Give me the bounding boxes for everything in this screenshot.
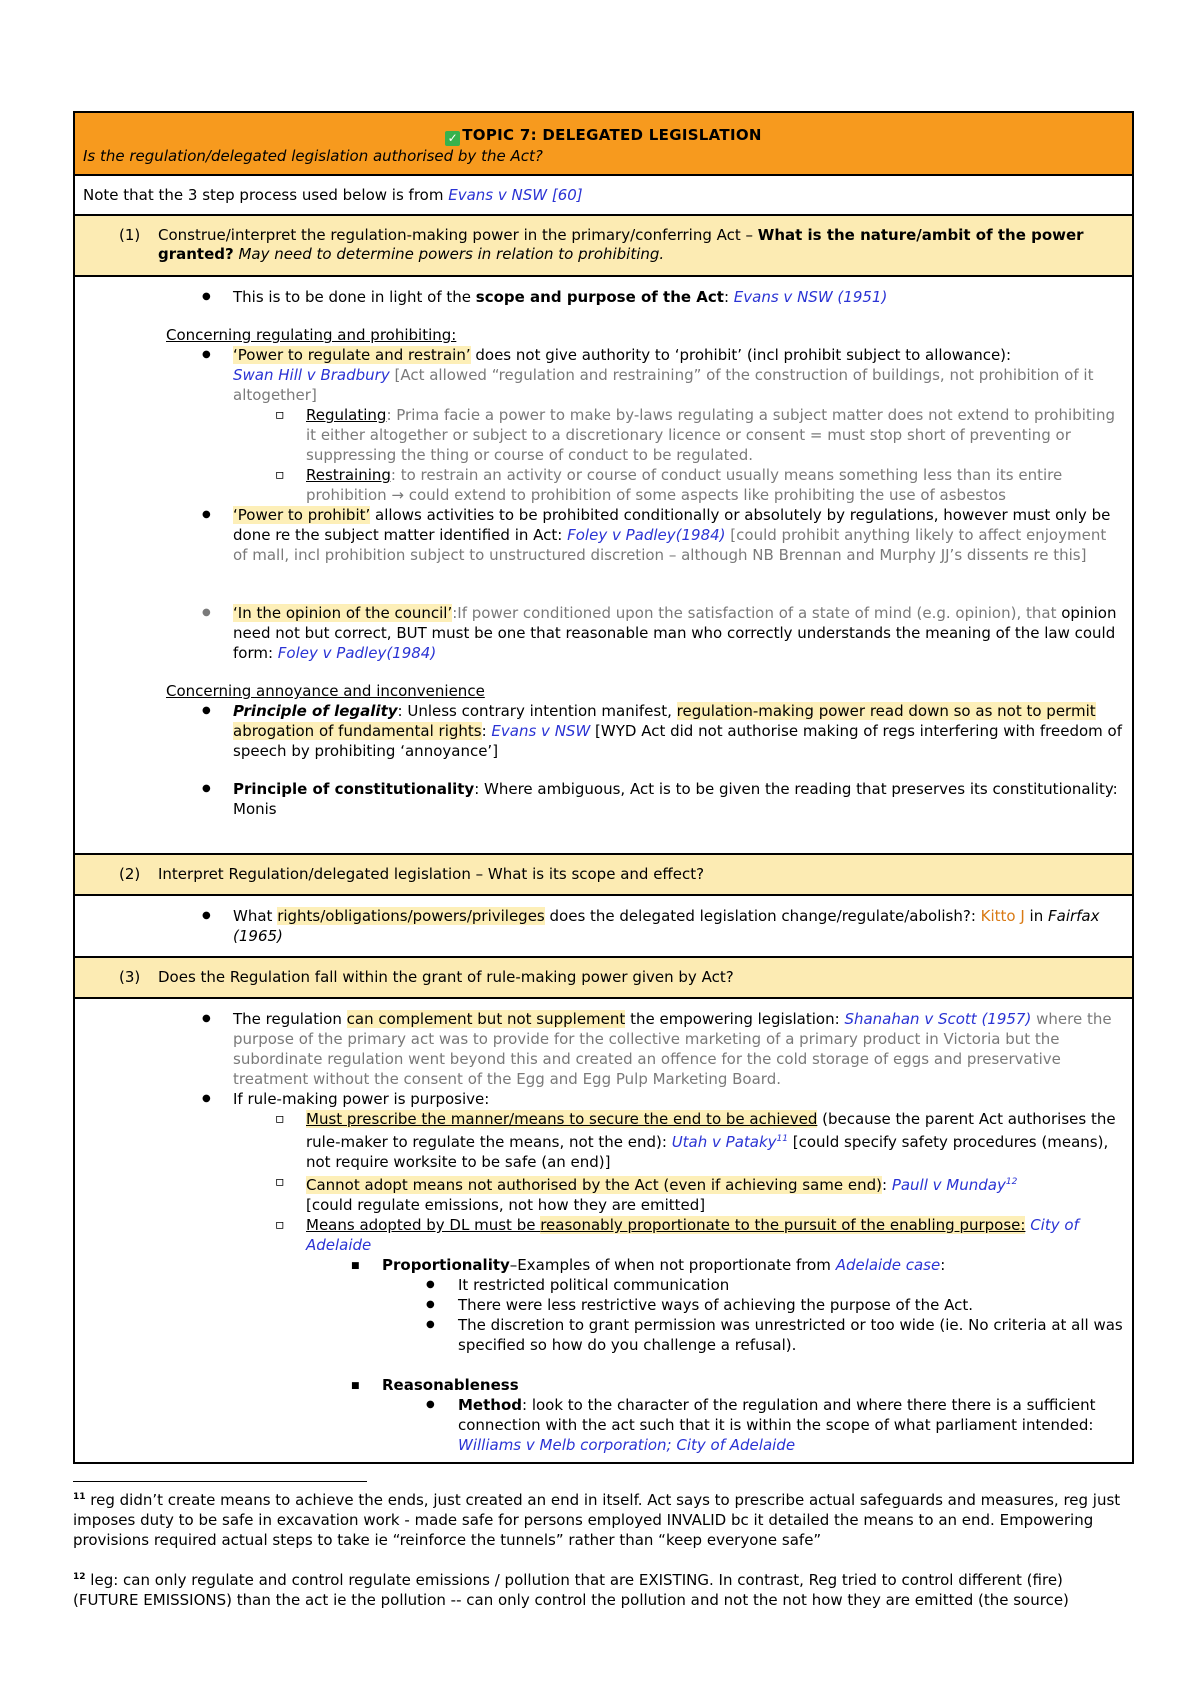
footnote-11: $^{11}$ reg didn’t create means to achieve the ends, just created an end in itself. Act says to prescribe actual safeguards and measures, reg just imposes duty to be safe in excavation work - made safe for persons employed INVALID bc it detailed the means to an end. Empowering provisions required actual steps to take ie “reinforce the tunnels” rather than “keep everyone safe”: [73, 1491, 1121, 1549]
section-heading-regulating: Concerning regulating and prohibiting:: [166, 326, 457, 344]
list-item: ● ‘Power to prohibit’ allows activities to be prohibited conditionally or absolutely by regulations, however must only be done re the subject matter identified in Act: Foley v Padley(1984) [could prohibit anything likely to affect enjoyment of mall, incl prohibition subject to unstructured discretion – although NB Brennan and Murphy JJ’s dissents re this]: [83, 505, 1124, 565]
section-heading-annoyance: Concerning annoyance and inconvenience: [166, 682, 485, 700]
list-item: ● If rule-making power is purposive:: [83, 1089, 1124, 1109]
step-3-heading: (3) Does the Regulation fall within the grant of rule-making power given by Act?: [75, 958, 1132, 999]
list-item: ● ‘Power to regulate and restrain’ does not give authority to ‘prohibit’ (incl prohibit subject to allowance): Swan Hill v Bradbury [Act allowed “regulation and restraining” of the construction of buildings, not prohibition of it altogether]: [83, 345, 1124, 405]
list-item: ▫ Regulating: Prima facie a power to make by-laws regulating a subject matter does not extend to prohibiting it either altogether or subject to a discretionary licence or consent = must stop short of preventing or suppressing the thing or course of conduct to be regulated.: [83, 405, 1124, 465]
footnote-12: $^{12}$ leg: can only regulate and control regulate emissions / pollution that are EXISTING. In contrast, Reg tried to control different (fire) (FUTURE EMISSIONS) than the act ie the pollution -- can only control the pollution and not the not how they are emitted (the source): [73, 1571, 1069, 1609]
topic-subtitle: Is the regulation/delegated legislation authorised by the Act?: [83, 147, 543, 165]
list-item: ● This is to be done in light of the scope and purpose of the Act: Evans v NSW (1951): [83, 287, 1124, 307]
step-3-body: [75, 999, 1132, 1462]
list-item: ● What rights/obligations/powers/privileges does the delegated legislation change/regulate/abolish?: Kitto J in Fairfax (1965): [83, 906, 1124, 946]
footnote-separator: [73, 1481, 367, 1482]
step-number: (1): [119, 226, 141, 244]
topic-table: [73, 111, 1134, 1464]
step-number: (3): [119, 968, 141, 986]
list-item: ▫ Restraining: to restrain an activity or course of conduct usually means something less than its entire prohibition → could extend to prohibition of some aspects like prohibiting the use of asbestos: [83, 465, 1124, 505]
list-item: ● It restricted political communication: [83, 1275, 1124, 1295]
step-1-body: [75, 277, 1132, 855]
list-item: ● Method: look to the character of the regulation and where there there is a sufficient connection with the act such that it is within the scope of what parliament intended: Williams v Melb corporation; City of Adelaide: [83, 1395, 1124, 1455]
list-item: ▫ Must prescribe the manner/means to secure the end to be achieved (because the parent Act authorises the rule-maker to regulate the means, not the end): Utah v Pataky$^{11}$ [could specify safety procedures (means), not require worksite to be safe (an end)]: [83, 1109, 1124, 1172]
list-item: ▫ Means adopted by DL must be reasonably proportionate to the pursuit of the enabling purpose: City of Adelaide: [83, 1215, 1124, 1255]
step-number: (2): [119, 865, 141, 883]
list-item: ● ‘In the opinion of the council’:If power conditioned upon the satisfaction of a state of mind (e.g. opinion), that opinion need not but correct, BUT must be one that reasonable man who correctly understands the meaning of the law could form: Foley v Padley(1984): [83, 603, 1124, 663]
list-item: ● Principle of constitutionality: Where ambiguous, Act is to be given the reading that preserves its constitutionality: Monis: [83, 779, 1124, 819]
list-item: ● The discretion to grant permission was unrestricted or too wide (ie. No criteria at all was specified so how do you challenge a refusal).: [83, 1315, 1124, 1355]
list-item: ● There were less restrictive ways of achieving the purpose of the Act.: [83, 1295, 1124, 1315]
topic-title: ✓ TOPIC 7: DELEGATED LEGISLATION: [83, 126, 1124, 146]
list-item: ▫ Cannot adopt means not authorised by the Act (even if achieving same end): Paull v Munday$^{12}$ [could regulate emissions, not how they are emitted]: [83, 1172, 1124, 1215]
list-item: ● Principle of legality: Unless contrary intention manifest, regulation-making power read down so as not to permit abrogation of fundamental rights: Evans v NSW [WYD Act did not authorise making of regs interfering with freedom of speech by prohibiting ‘annoyance’]: [83, 701, 1124, 761]
step-2-body: [75, 896, 1132, 958]
list-item: ■ Reasonableness: [83, 1375, 1124, 1395]
step-1-heading: (1) Construe/interpret the regulation-making power in the primary/conferring Act – What is the nature/ambit of the power granted? May need to determine powers in relation to prohibiting.: [75, 216, 1132, 277]
case-citation: Evans v NSW [60]: [448, 186, 583, 204]
step-2-heading: (2) Interpret Regulation/delegated legislation – What is its scope and effect?: [75, 855, 1132, 896]
list-item: ● The regulation can complement but not supplement the empowering legislation: Shanahan v Scott (1957) where the purpose of the primary act was to provide for the collective marketing of a primary product in Victoria but the subordinate regulation went beyond this and created an offence for the cold storage of eggs and preservative treatment without the consent of the Egg and Egg Pulp Marketing Board.: [83, 1009, 1124, 1089]
list-item: ■ Proportionality–Examples of when not proportionate from Adelaide case:: [83, 1255, 1124, 1275]
note-row: Note that the 3 step process used below is from Evans v NSW [60]: [75, 176, 1132, 216]
topic-header: [75, 113, 1132, 176]
checkbox-icon: ✓: [445, 131, 460, 146]
